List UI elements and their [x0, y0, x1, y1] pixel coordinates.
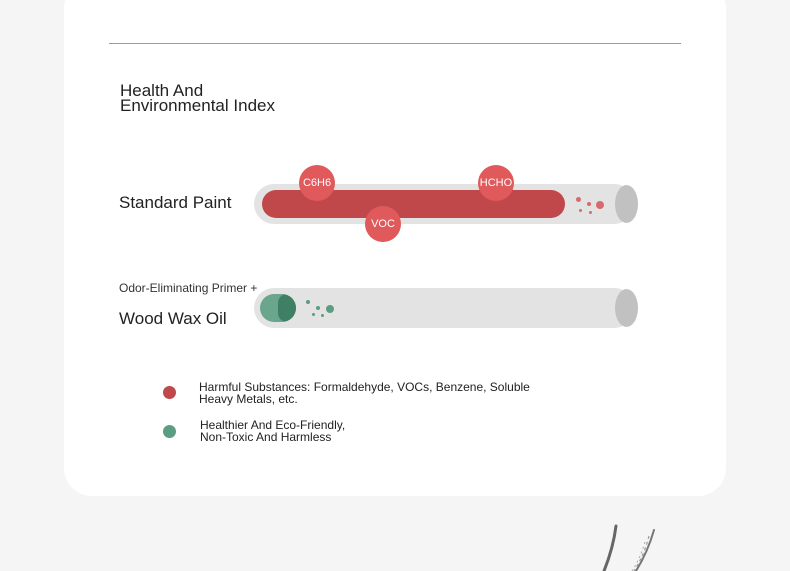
brush-stroke-icon	[598, 524, 660, 571]
legend-healthy-line1: Healthier And Eco-Friendly,	[200, 418, 346, 432]
wood-wax-oil-label: Wood Wax Oil	[119, 309, 227, 328]
legend-harmful-text	[199, 381, 530, 405]
section-title-line2: Environmental Index	[120, 96, 275, 115]
particle-dot	[326, 305, 334, 313]
particle-dot	[579, 209, 582, 212]
primer-sublabel: Odor-Eliminating Primer +	[119, 281, 258, 295]
legend-healthy-text	[200, 419, 345, 443]
wood-wax-oil-fill	[260, 294, 296, 322]
wood-wax-oil-tube-cap	[615, 289, 638, 327]
legend-healthy-dot	[163, 425, 176, 438]
particle-dot	[321, 314, 324, 317]
particle-dot	[589, 211, 592, 214]
particle-dot	[587, 202, 591, 206]
wood-wax-oil-tube	[254, 288, 634, 328]
particle-dot	[576, 197, 581, 202]
section-title-line1: Health And	[120, 81, 204, 100]
particle-dot	[316, 306, 320, 310]
particle-dot	[596, 201, 604, 209]
info-card	[64, 0, 726, 496]
standard-paint-tube-cap	[615, 185, 638, 223]
legend-harmful-line1: Harmful Substances: Formaldehyde, VOCs, Benzene, Soluble	[199, 380, 530, 394]
standard-paint-label: Standard Paint	[119, 193, 232, 212]
particle-dot	[306, 300, 310, 304]
particle-dot	[312, 313, 315, 316]
legend-harmful-dot	[163, 386, 176, 399]
legend-harmful-line2: Heavy Metals, etc.	[199, 392, 298, 406]
divider	[109, 43, 681, 44]
section-title	[120, 83, 275, 113]
badge-c6h6: C6H6	[299, 165, 335, 201]
badge-voc: VOC	[365, 206, 401, 242]
legend-healthy-line2: Non-Toxic And Harmless	[200, 430, 332, 444]
badge-hcho: HCHO	[478, 165, 514, 201]
